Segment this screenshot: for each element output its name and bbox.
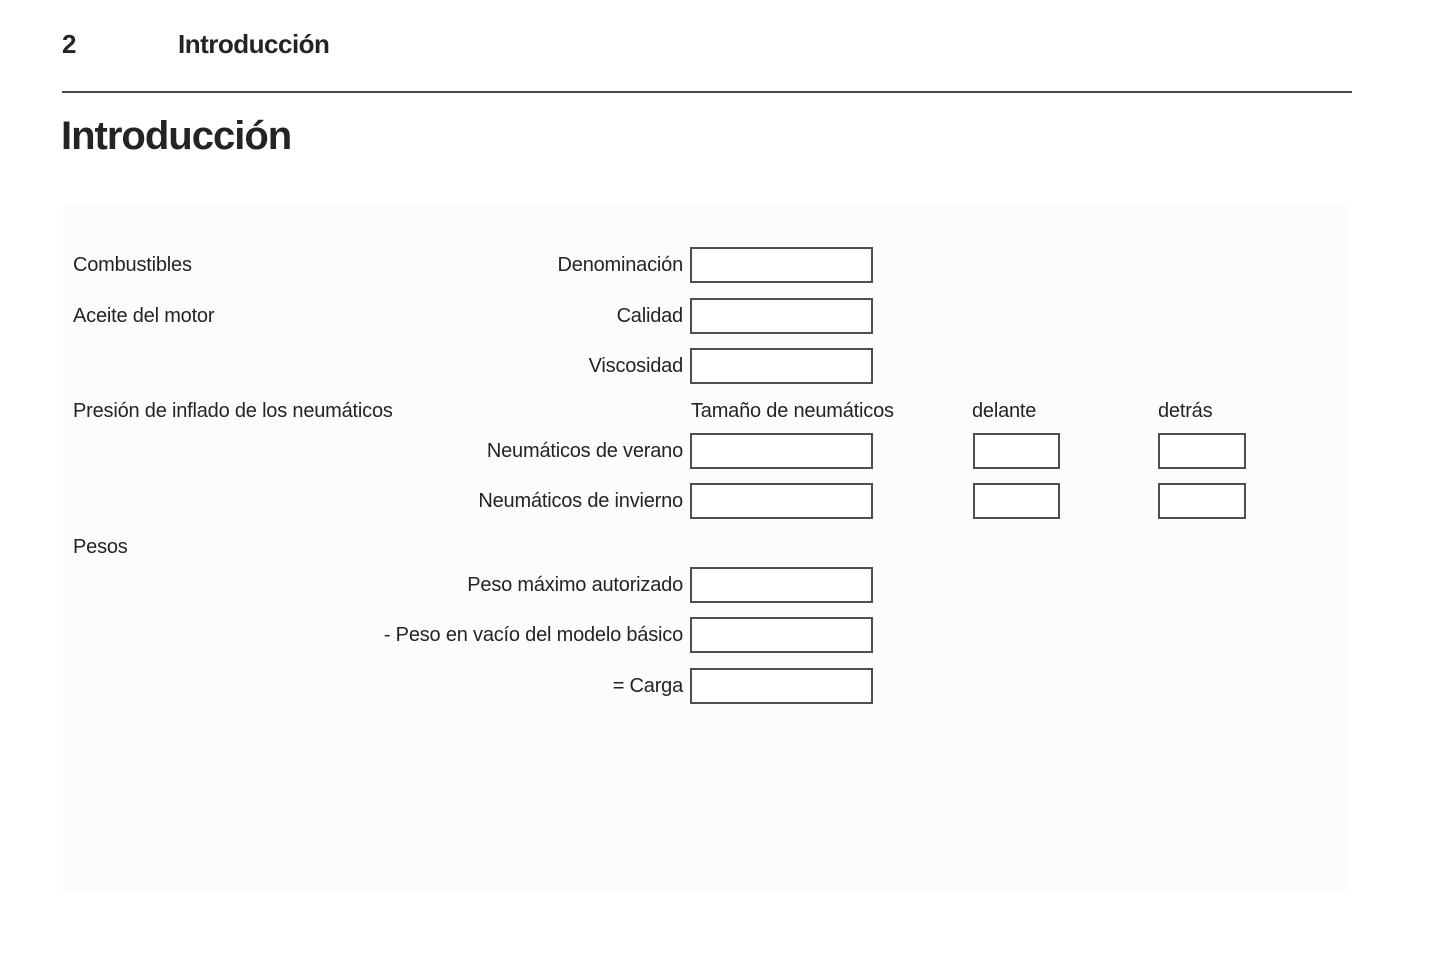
running-chapter-title: Introducción	[178, 29, 330, 59]
column-header-tire-size: Tamaño de neumáticos	[691, 400, 894, 422]
field-row-curb-weight	[0, 617, 1445, 653]
field-label-max-weight: Peso máximo autorizado	[467, 574, 683, 596]
curb-weight-input[interactable]	[690, 617, 873, 653]
page-number: 2	[62, 29, 76, 59]
summer-rear-pressure-input[interactable]	[1158, 433, 1246, 469]
header-rule	[62, 91, 1352, 93]
section-label-fuels: Combustibles	[73, 254, 192, 276]
winter-rear-pressure-input[interactable]	[1158, 483, 1246, 519]
field-row-winter-tires	[0, 483, 1445, 519]
winter-front-pressure-input[interactable]	[973, 483, 1060, 519]
field-row-denomination	[0, 247, 1445, 283]
field-row-summer-tires	[0, 433, 1445, 469]
field-row-load	[0, 668, 1445, 704]
field-label-viscosity: Viscosidad	[588, 355, 683, 377]
page-title: Introducción	[61, 114, 292, 158]
field-label-denomination: Denominación	[557, 254, 683, 276]
summer-tire-size-input[interactable]	[690, 433, 873, 469]
field-row-quality	[0, 298, 1445, 334]
field-row-viscosity	[0, 348, 1445, 384]
section-label-weights: Pesos	[73, 536, 128, 558]
field-label-quality: Calidad	[616, 305, 683, 327]
load-input[interactable]	[690, 668, 873, 704]
section-label-engine-oil: Aceite del motor	[73, 305, 215, 327]
field-label-curb-weight: - Peso en vacío del modelo básico	[383, 624, 683, 646]
column-header-front: delante	[972, 400, 1037, 422]
summer-front-pressure-input[interactable]	[973, 433, 1060, 469]
viscosity-input[interactable]	[690, 348, 873, 384]
winter-tire-size-input[interactable]	[690, 483, 873, 519]
field-label-summer-tires: Neumáticos de verano	[486, 440, 683, 462]
column-header-rear: detrás	[1158, 400, 1213, 422]
field-label-load: = Carga	[612, 675, 683, 697]
section-label-tire-pressure: Presión de inflado de los neumáticos	[73, 400, 393, 422]
max-weight-input[interactable]	[690, 567, 873, 603]
field-row-max-weight	[0, 567, 1445, 603]
denomination-input[interactable]	[690, 247, 873, 283]
quality-input[interactable]	[690, 298, 873, 334]
field-label-winter-tires: Neumáticos de invierno	[478, 490, 683, 512]
